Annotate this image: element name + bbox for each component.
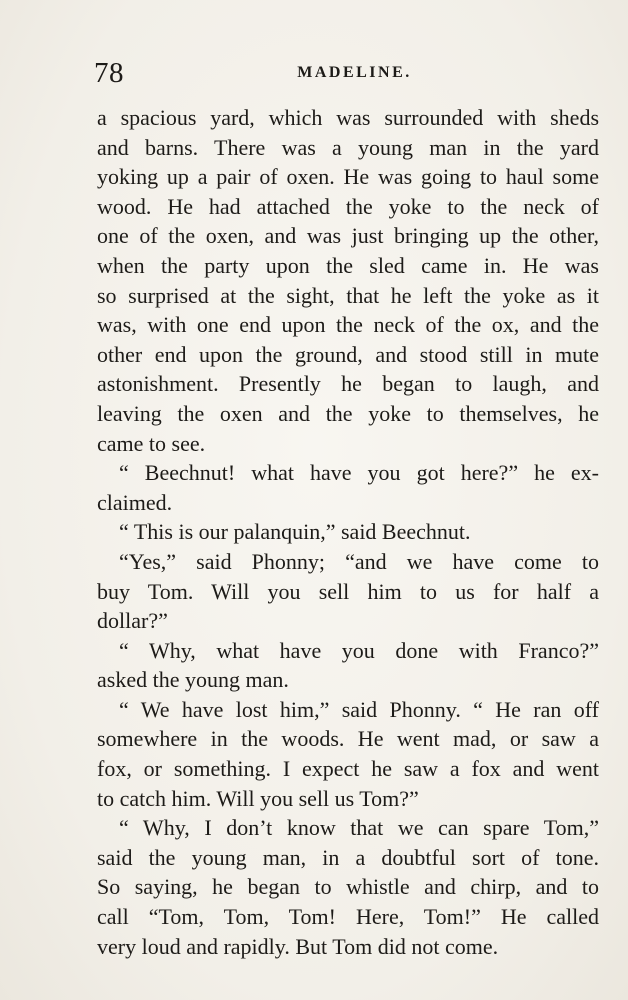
text-line: call “Tom, Tom, Tom! Here, Tom!” He called: [97, 904, 599, 930]
text-line: So saying, he began to whistle and chirp, and to: [97, 874, 599, 900]
text-line: claimed.: [97, 489, 173, 515]
text-line: said the young man, in a doubtful sort of tone.: [97, 844, 599, 870]
text-line: to catch him. Will you sell us Tom?”: [97, 785, 419, 811]
text-line: one of the oxen, and was just bringing up the other,: [97, 223, 599, 249]
text-line: came to see.: [97, 430, 206, 456]
text-line: “ We have lost him,” said Phonny. “ He ran off: [119, 696, 599, 722]
text-line: other end upon the ground, and stood still in mute: [97, 341, 599, 367]
text-line: yoking up a pair of oxen. He was going to haul some: [97, 164, 599, 190]
page-header: [94, 58, 599, 92]
text-line: “ Why, what have you done with Franco?”: [119, 637, 599, 663]
body-text: [97, 103, 599, 961]
text-line: “ This is our palanquin,” said Beechnut.: [119, 519, 471, 545]
text-line: wood. He had attached the yoke to the neck of: [97, 193, 599, 219]
text-line: “ Why, I don’t know that we can spare Tom,”: [119, 815, 599, 841]
text-line: leaving the oxen and the yoke to themselves, he: [97, 400, 599, 426]
running-head: MADELINE.: [297, 64, 412, 81]
text-line: and barns. There was a young man in the yard: [97, 134, 599, 160]
text-line: a spacious yard, which was surrounded with sheds: [97, 105, 599, 130]
text-line: when the party upon the sled came in. He was: [97, 252, 599, 278]
text-line: so surprised at the sight, that he left the yoke as it: [97, 282, 599, 308]
text-line: very loud and rapidly. But Tom did not come.: [97, 933, 499, 959]
text-line: “Yes,” said Phonny; “and we have come to: [119, 548, 599, 574]
text-line: “ Beechnut! what have you got here?” he ex-: [119, 460, 599, 486]
text-line: was, with one end upon the neck of the ox, and the: [97, 312, 599, 338]
text-line: dollar?”: [97, 608, 168, 634]
text-line: buy Tom. Will you sell him to us for half a: [97, 578, 599, 604]
page-number: 78: [94, 57, 124, 89]
text-line: asked the young man.: [97, 667, 289, 693]
text-line: fox, or something. I expect he saw a fox and went: [97, 756, 599, 782]
text-line: astonishment. Presently he began to laugh, and: [97, 371, 599, 397]
text-line: somewhere in the woods. He went mad, or saw a: [97, 726, 599, 752]
